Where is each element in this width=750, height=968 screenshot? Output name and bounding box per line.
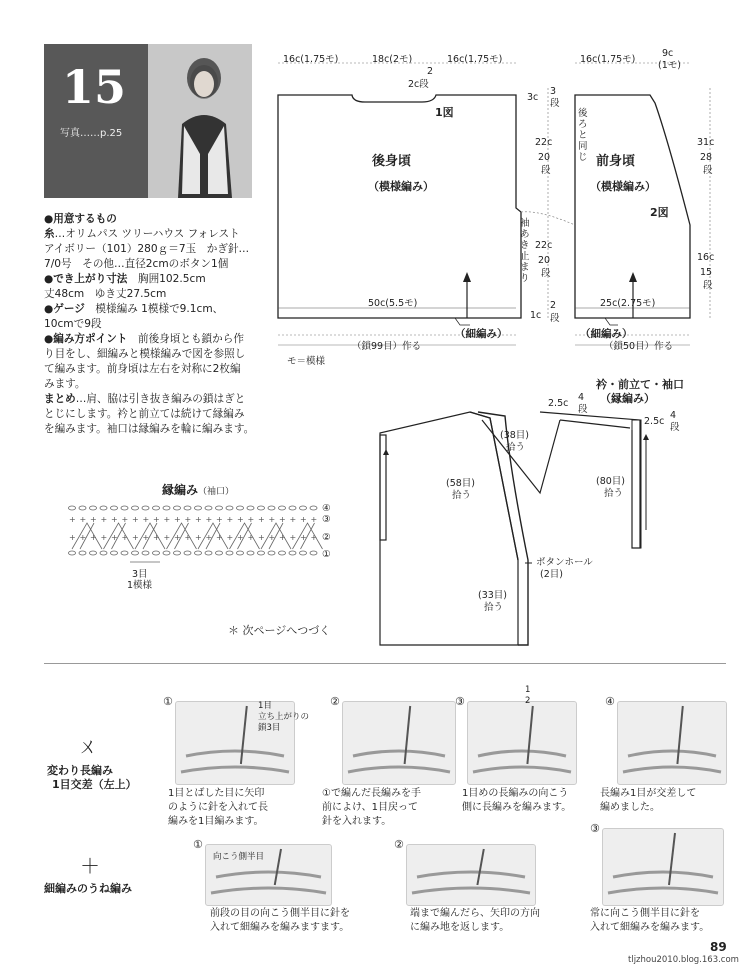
back-width-label: 50c(5.5モ) [368, 298, 418, 309]
chain-stitch-mark [237, 551, 244, 555]
side-bottom-unit: 段 [550, 313, 560, 324]
sc-stitch-mark: + [69, 515, 76, 524]
step-number: ② [330, 695, 340, 708]
step-callout: 1 [525, 685, 531, 695]
materials-line [44, 332, 259, 347]
section-divider [44, 663, 726, 664]
chain-stitch-mark [90, 506, 97, 510]
chain-stitch-mark [90, 551, 97, 555]
sc-stitch-mark: + [195, 533, 202, 542]
sc-stitch-mark: + [100, 533, 108, 542]
chain-stitch-mark [195, 551, 202, 555]
sc-stitch-mark: + [121, 533, 129, 542]
pick-38-unit: 拾う [506, 442, 526, 453]
shoulder-band-rows: 4 [578, 392, 585, 403]
front-width-label: 25c(2.75モ) [600, 298, 656, 309]
chart-title [162, 481, 234, 498]
chain-stitch-mark [279, 506, 286, 510]
materials-section [44, 212, 259, 437]
step-callout: 1目 [258, 701, 272, 711]
pattern-number: 15 [62, 60, 127, 114]
step-number: ③ [590, 822, 600, 835]
stitch-illustration [342, 701, 456, 785]
buttonhole-count: (2目) [540, 569, 563, 580]
step-text: 1目めの長編みの向こう [462, 788, 569, 799]
chain-stitch-mark [163, 551, 170, 555]
sc-stitch-mark: + [111, 515, 118, 524]
side-top-rows: 3 [550, 86, 557, 97]
materials-text: みます。 [44, 378, 86, 390]
crossed-dc-symbol-icon: ㄨ [78, 734, 98, 758]
materials-heading: まとめ [44, 393, 76, 405]
fig2-label: 2図 [650, 206, 669, 219]
sc-stitch-mark: + [142, 533, 150, 542]
front-body-title: 前身頃 [596, 154, 636, 169]
chain-stitch-mark [205, 506, 212, 510]
chain-stitch-mark [279, 551, 286, 555]
front-right-rows2: 15 [700, 267, 713, 278]
materials-line [44, 227, 259, 242]
sc-stitch-mark: + [174, 515, 181, 524]
cuff-band-unit: 段 [670, 422, 680, 433]
page-number: 89 [710, 940, 727, 954]
sc-stitch-mark: + [153, 515, 160, 524]
watermark: tljzhou2010.blog.163.com [628, 955, 739, 965]
materials-text: て編みます。前身頃は左右を対称に2枚編 [44, 363, 241, 375]
chain-stitch-mark [289, 551, 296, 555]
side-lower-unit: 段 [541, 268, 551, 279]
materials-bullet: ● [44, 213, 54, 225]
sc-stitch-mark: + [258, 515, 265, 524]
materials-text: 丈48cm ゆき丈27.5cm [44, 288, 167, 300]
photo-reference: 写真……p.25 [60, 128, 123, 139]
materials-text: を編みます。袖口は縁編みを輪に編みます。 [44, 423, 255, 435]
next-page-note: ＊ 次ページへつづく [228, 624, 331, 637]
materials-line [44, 257, 259, 272]
pick-33: (33目) [478, 590, 508, 601]
cuff-band-rows: 4 [670, 410, 677, 421]
step-number: ① [193, 838, 203, 851]
materials-text: …オリムパス ツリーハウス フォレスト [54, 228, 240, 240]
step-text: 編めました。 [600, 802, 660, 813]
chain-stitch-mark [100, 506, 107, 510]
pick-58-unit: 拾う [452, 490, 472, 501]
back-neck-rows: 2 [427, 66, 434, 77]
pick-80: (80目) [596, 476, 626, 487]
sc-stitch-mark: + [163, 515, 171, 524]
legend-motif: モ＝模様 [287, 356, 326, 367]
materials-heading: 糸 [44, 228, 55, 240]
step-callout: 2 [525, 696, 531, 706]
step-text: に編み地を返します。 [410, 922, 510, 933]
step-text: 常に向こう側半目に針を [590, 908, 700, 919]
chart-row-4: ④ [322, 503, 331, 514]
sc-stitch-mark: + [279, 515, 286, 524]
sc-stitch-mark: + [226, 515, 234, 524]
sc-stitch-mark: + [237, 515, 244, 524]
sc-stitch-mark: + [132, 533, 139, 542]
front-dim-neck-motif: (1モ) [658, 60, 681, 71]
sc-stitch-mark: + [226, 533, 234, 542]
step-text: 側に長編みを編みます。 [462, 802, 572, 813]
front-right-unit2: 段 [703, 280, 713, 291]
sc-stitch-mark: + [247, 533, 255, 542]
step-callout: 鎖3目 [258, 723, 281, 733]
chain-stitch-mark [132, 506, 139, 510]
chart-row-2: ② [322, 532, 331, 543]
front-chain-label: （鎖50目）作る [604, 341, 674, 352]
sc-stitch-mark: + [121, 515, 129, 524]
side-lower-rows: 20 [538, 255, 551, 266]
cuff-band-cm: 2.5c [644, 416, 665, 427]
chain-stitch-mark [205, 551, 212, 555]
chain-stitch-mark [268, 551, 275, 555]
technique1-name-line1: 変わり長編み [47, 764, 113, 777]
side-upper-unit: 段 [541, 165, 551, 176]
border-title: 衿・前立て・袖口 [596, 378, 684, 391]
armhole-label: 袖あき止まり [520, 218, 530, 284]
chain-stitch-mark [100, 551, 107, 555]
materials-line [44, 407, 259, 422]
step-number: ② [394, 838, 404, 851]
materials-heading: ゲージ [53, 303, 85, 315]
chain-stitch-mark [163, 506, 170, 510]
assembled-diagram [370, 390, 670, 650]
materials-text: 前後身頃とも鎖から作 [127, 333, 244, 345]
sc-stitch-mark: + [289, 533, 297, 542]
chain-stitch-mark [79, 551, 86, 555]
materials-line [44, 347, 259, 362]
sc-stitch-mark: + [279, 533, 286, 542]
chain-stitch-mark [111, 551, 118, 555]
materials-bullet: ● [44, 333, 54, 345]
front-right-cm1: 31c [697, 137, 715, 148]
shoulder-band-unit: 段 [578, 404, 588, 415]
materials-heading: でき上がり寸法 [53, 273, 128, 285]
front-pattern-label: （模様編み） [590, 180, 656, 193]
model-photo [148, 44, 252, 198]
pick-58: (58目) [446, 478, 476, 489]
chart-title-text: 縁編み [162, 483, 199, 497]
fig1-label: 1図 [435, 106, 454, 119]
chain-stitch-mark [111, 506, 118, 510]
materials-heading: 用意するもの [53, 213, 117, 225]
materials-line [44, 272, 259, 287]
chain-stitch-mark [310, 551, 317, 555]
sc-stitch-mark: + [184, 533, 192, 542]
materials-text: 7/0号 その他…直径2cmのボタン1個 [44, 258, 229, 270]
materials-bullet: ● [44, 273, 54, 285]
materials-line [44, 392, 259, 407]
materials-text: 模様編み 1模様で9.1cm、 [84, 303, 224, 315]
materials-line [44, 212, 259, 227]
chain-stitch-mark [174, 506, 181, 510]
front-dim-neck: 9c [662, 48, 674, 59]
step-number: ④ [605, 695, 615, 708]
buttonhole-label: ボタンホール [536, 557, 593, 568]
technique1-name-line2: 1目交差（左上） [52, 778, 137, 791]
chain-stitch-mark [247, 506, 254, 510]
chain-stitch-mark [69, 551, 76, 555]
sc-stitch-mark: + [310, 533, 318, 542]
materials-line [44, 302, 259, 317]
materials-line [44, 422, 259, 437]
materials-heading: 編み方ポイント [53, 333, 128, 345]
materials-text: とじにします。衿と前立ては続けて縁編み [44, 408, 245, 420]
back-dim-center: 18c(2モ) [372, 54, 413, 65]
step-text: 入れて細編みを編みます。 [590, 922, 710, 933]
sc-stitch-mark: + [216, 533, 223, 542]
materials-text: アイボリー（101）280ｇ＝7玉 かぎ針… [44, 243, 250, 255]
chain-stitch-mark [121, 506, 128, 510]
chain-stitch-mark [247, 551, 254, 555]
technique2-name: 細編みのうね編み [44, 882, 132, 895]
materials-text: …肩、脇は引き抜き編みの鎖はぎと [75, 393, 246, 405]
chain-stitch-mark [142, 551, 149, 555]
step-text: 編みを1目編みます。 [168, 816, 264, 827]
chain-stitch-mark [184, 551, 191, 555]
step-number: ① [163, 695, 173, 708]
materials-text: 10cmで9段 [44, 318, 102, 330]
front-band-label: （細編み） [580, 328, 633, 340]
materials-line [44, 362, 259, 377]
back-neck-depth: 2c段 [408, 79, 429, 90]
chart-title-note: （袖口） [198, 487, 235, 497]
stitch-illustration [467, 701, 577, 785]
chain-stitch-mark [69, 506, 76, 510]
step-text: 入れて細編みを編みますます。 [210, 922, 350, 933]
front-right-unit1: 段 [703, 165, 713, 176]
back-body-title: 後身頃 [372, 154, 412, 169]
step-text: 前段の目の向こう側半目に針を [210, 908, 350, 919]
back-chain-label: （鎖99目）作る [352, 341, 422, 352]
chain-stitch-mark [153, 551, 160, 555]
sc-stitch-mark: + [268, 533, 276, 542]
sc-stitch-mark: + [79, 515, 87, 524]
sc-stitch-mark: + [237, 533, 244, 542]
stitch-illustration [406, 844, 536, 906]
sc-stitch-mark: + [205, 515, 213, 524]
step-callout: 立ち上がりの [258, 712, 310, 722]
chain-stitch-mark [300, 506, 307, 510]
chain-stitch-mark [216, 506, 223, 510]
step-text: 端まで編んだら、矢印の方向 [410, 908, 540, 919]
materials-text: り目をし、細編みと模様編みで図を参照し [44, 348, 246, 360]
materials-line [44, 242, 259, 257]
materials-text: 胸囲102.5cm [127, 273, 206, 285]
stitch-illustration [617, 701, 727, 785]
edging-stitch-chart [68, 500, 338, 565]
materials-line [44, 377, 259, 392]
sc-stitch-mark: + [258, 533, 265, 542]
chain-stitch-mark [226, 551, 233, 555]
sc-stitch-mark: + [100, 515, 108, 524]
chain-stitch-mark [142, 506, 149, 510]
side-top-cm: 3c [527, 92, 539, 103]
side-bottom-cm: 1c [530, 310, 542, 321]
step-text: 1目とばした目に矢印 [168, 788, 265, 799]
chain-stitch-mark [174, 551, 181, 555]
side-top-unit: 段 [550, 98, 560, 109]
border-subtitle: （縁編み） [600, 392, 655, 405]
sc-stitch-mark: + [142, 515, 150, 524]
back-dim-left: 16c(1.75モ) [283, 54, 339, 65]
sc-stitch-mark: + [184, 515, 192, 524]
chain-stitch-mark [153, 506, 160, 510]
chain-stitch-mark [132, 551, 139, 555]
back-loop-sc-symbol-icon: ＋ [80, 854, 100, 878]
sc-stitch-mark: + [310, 515, 318, 524]
sc-stitch-mark: + [300, 533, 307, 542]
front-right-cm2: 16c [697, 252, 715, 263]
front-right-rows1: 28 [700, 152, 713, 163]
chart-repeat-unit: 1模様 [127, 580, 153, 591]
materials-line [44, 287, 259, 302]
chain-stitch-mark [258, 506, 265, 510]
same-as-back-label: 後ろと同じ [578, 108, 588, 163]
chart-row-1: ① [322, 549, 331, 560]
back-band-label: （細編み） [455, 328, 508, 340]
side-upper-cm: 22c [535, 137, 553, 148]
step-callout: 向こう側半目 [213, 852, 265, 862]
back-dim-right: 16c(1.75モ) [447, 54, 503, 65]
sc-stitch-mark: + [90, 533, 97, 542]
back-pattern-label: （模様編み） [368, 180, 434, 193]
pick-33-unit: 拾う [484, 602, 504, 613]
sc-stitch-mark: + [69, 533, 76, 542]
side-lower-cm: 22c [535, 240, 553, 251]
sc-stitch-mark: + [195, 515, 202, 524]
step-text: ①で編んだ長編みを手 [322, 788, 421, 799]
sc-stitch-mark: + [268, 515, 276, 524]
chain-stitch-mark [258, 551, 265, 555]
chain-stitch-mark [216, 551, 223, 555]
sc-stitch-mark: + [90, 515, 97, 524]
sc-stitch-mark: + [205, 533, 213, 542]
chain-stitch-mark [121, 551, 128, 555]
chain-stitch-mark [79, 506, 86, 510]
chain-stitch-mark [195, 506, 202, 510]
chain-stitch-mark [184, 506, 191, 510]
materials-bullet: ● [44, 303, 54, 315]
chain-stitch-mark [300, 551, 307, 555]
shoulder-band-cm: 2.5c [548, 398, 569, 409]
stitch-illustration [602, 828, 724, 906]
step-text: 針を入れます。 [322, 816, 392, 827]
chain-stitch-mark [237, 506, 244, 510]
step-text: のように針を入れて長 [168, 802, 268, 813]
side-upper-rows: 20 [538, 152, 551, 163]
sc-stitch-mark: + [289, 515, 297, 524]
chart-row-3: ③ [322, 514, 331, 525]
chain-stitch-mark [268, 506, 275, 510]
front-dim-left: 16c(1.75モ) [580, 54, 636, 65]
sc-stitch-mark: + [153, 533, 160, 542]
sc-stitch-mark: + [216, 515, 223, 524]
materials-line [44, 317, 259, 332]
step-text: 前によけ、1目戻って [322, 802, 418, 813]
chain-stitch-mark [226, 506, 233, 510]
chain-stitch-mark [289, 506, 296, 510]
step-text: 長編み1目が交差して [600, 788, 697, 799]
chart-repeat-count: 3目 [132, 569, 148, 580]
chain-stitch-mark [310, 506, 317, 510]
sc-stitch-mark: + [247, 515, 255, 524]
sc-stitch-mark: + [163, 533, 171, 542]
sc-stitch-mark: + [132, 515, 139, 524]
sc-stitch-mark: + [111, 533, 118, 542]
pick-80-unit: 拾う [604, 488, 624, 499]
pick-38: (38目) [500, 430, 530, 441]
sc-stitch-mark: + [300, 515, 307, 524]
side-bottom-rows: 2 [550, 300, 557, 311]
sc-stitch-mark: + [79, 533, 87, 542]
sc-stitch-mark: + [174, 533, 181, 542]
step-number: ③ [455, 695, 465, 708]
